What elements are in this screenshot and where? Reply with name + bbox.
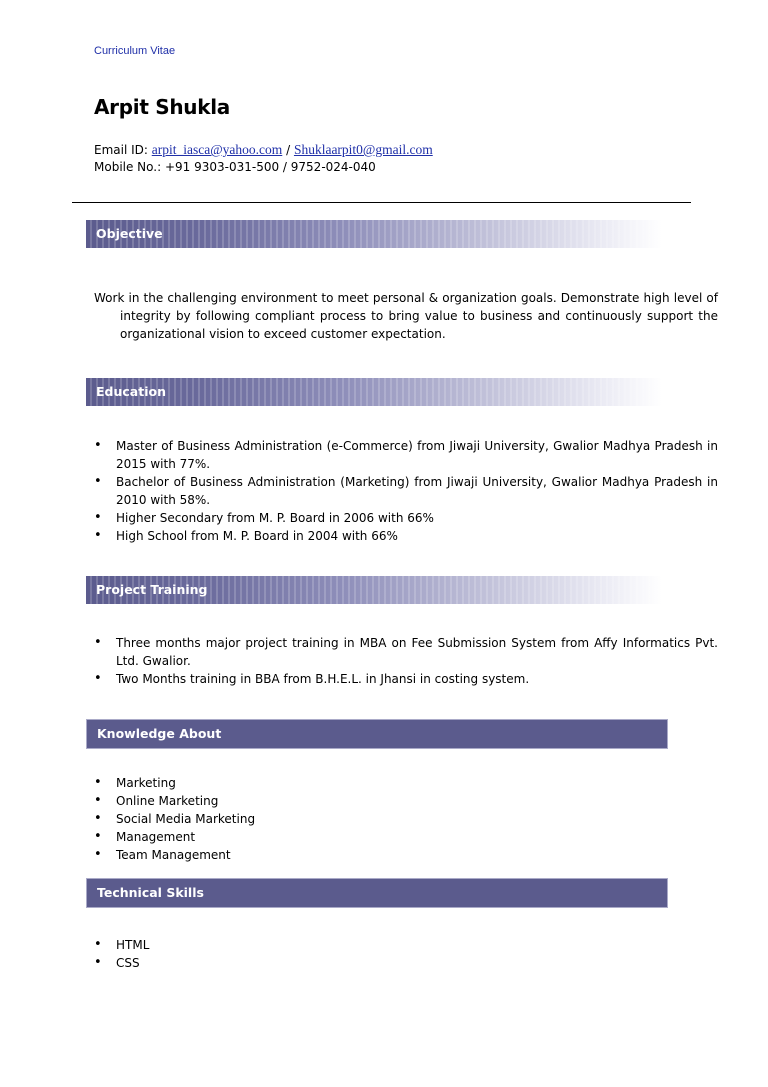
list-item: • HTML bbox=[94, 936, 718, 954]
section-heading-objective: Objective bbox=[86, 220, 662, 248]
email-separator: / bbox=[282, 143, 294, 157]
list-item: • CSS bbox=[94, 954, 718, 972]
email-prefix: Email ID: bbox=[94, 143, 152, 157]
list-item: • High School from M. P. Board in 2004 with 66% bbox=[94, 527, 718, 545]
list-item: • Two Months training in BBA from B.H.E.L. in Jhansi in costing system. bbox=[94, 670, 718, 688]
knowledge-list bbox=[94, 774, 718, 864]
list-item: • Management bbox=[94, 828, 718, 846]
candidate-name: Arpit Shukla bbox=[94, 95, 230, 119]
list-item: • Team Management bbox=[94, 846, 718, 864]
section-heading-education: Education bbox=[86, 378, 662, 406]
technical-skills-list bbox=[94, 936, 718, 972]
list-item: • Three months major project training in MBA on Fee Submission System from Affy Informatics Pvt. Ltd. Gwalior. bbox=[94, 634, 718, 670]
list-item: • Online Marketing bbox=[94, 792, 718, 810]
document-header-label: Curriculum Vitae bbox=[94, 45, 176, 57]
list-item: • Bachelor of Business Administration (Marketing) from Jiwaji University, Gwalior Madhya Pradesh in 2010 with 58%. bbox=[94, 473, 718, 509]
header-divider bbox=[72, 202, 691, 203]
section-heading-technical-skills: Technical Skills bbox=[86, 878, 668, 908]
email-link-yahoo[interactable]: arpit_iasca@yahoo.com bbox=[151, 142, 283, 157]
email-link-gmail[interactable]: Shuklaarpit0@gmail.com bbox=[293, 142, 433, 157]
objective-text bbox=[94, 289, 718, 343]
section-heading-project-training: Project Training bbox=[86, 576, 662, 604]
list-item: • Master of Business Administration (e-Commerce) from Jiwaji University, Gwalior Madhya Pradesh in 2015 with 77%. bbox=[94, 437, 718, 473]
objective-paragraph: Work in the challenging environment to meet personal & organization goals. Demonstrate high level of integrity by following compliant process to bring value to business and continuously support the organizational vision to exceed customer expectation. bbox=[94, 291, 718, 341]
education-list bbox=[94, 437, 718, 545]
list-item: • Higher Secondary from M. P. Board in 2006 with 66% bbox=[94, 509, 718, 527]
project-training-list bbox=[94, 634, 718, 688]
mobile-line: Mobile No.: +91 9303-031-500 / 9752-024-040 bbox=[94, 160, 376, 174]
email-line bbox=[94, 142, 433, 158]
section-heading-knowledge-about: Knowledge About bbox=[86, 719, 668, 749]
list-item: • Social Media Marketing bbox=[94, 810, 718, 828]
list-item: • Marketing bbox=[94, 774, 718, 792]
